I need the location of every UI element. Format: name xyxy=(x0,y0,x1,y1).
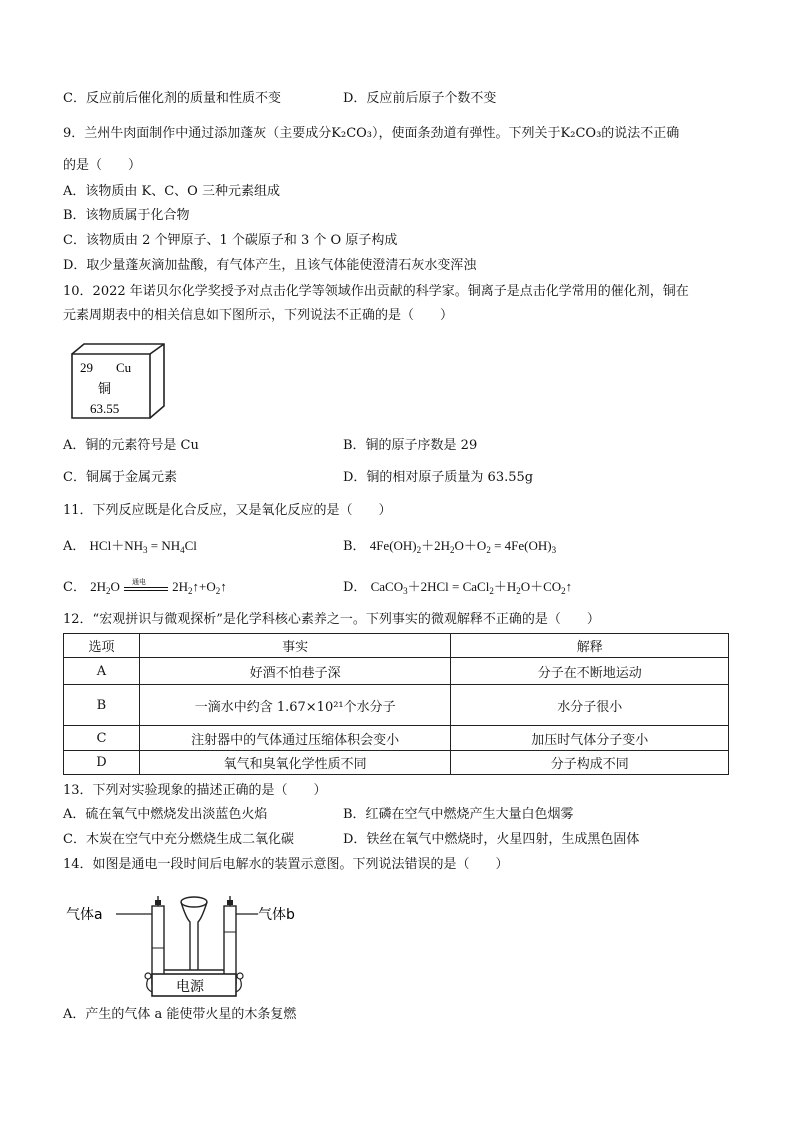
q10-option-d: D．铜的相对原子质量为 63.55g xyxy=(343,470,534,485)
q14-stem: 14．如图是通电一段时间后电解水的装置示意图。下列说法错误的是（ ） xyxy=(63,857,509,872)
electrolysis-condition xyxy=(124,577,168,595)
element-name: 铜 xyxy=(98,382,112,397)
condition-label: 通电 xyxy=(132,577,147,586)
row-a-option: A xyxy=(64,658,140,685)
q9-formula: K₂CO₃ xyxy=(331,126,373,141)
table-row xyxy=(64,751,729,775)
power-label: 电源 xyxy=(176,979,204,995)
electrolysis-drawing xyxy=(64,888,334,998)
q10-stem-line2: 元素周期表中的相关信息如下图所示，下列说法不正确的是（ ） xyxy=(63,308,454,323)
q9-stem xyxy=(63,125,679,143)
table-row xyxy=(64,658,729,685)
q9-stem-part3: 的说法不正确 xyxy=(601,126,680,141)
q10-stem-line1: 10．2022 年诺贝尔化学奖授予对点击化学等领域作出贡献的科学家。铜离子是点击化学常用的催化剂，铜在 xyxy=(63,284,689,299)
element-number: 29 xyxy=(80,360,93,375)
table-row xyxy=(64,685,729,726)
q13-option-c: C．木炭在空气中充分燃烧生成二氧化碳 xyxy=(63,832,294,847)
header-fact: 事实 xyxy=(139,634,451,658)
q11-option-c-label: C． xyxy=(63,580,86,595)
q9-stem-part1: 9．兰州牛肉面制作中通过添加蓬灰（主要成分 xyxy=(63,126,332,141)
row-b-fact: 一滴水中约含 1.67×10²¹个水分子 xyxy=(139,685,451,726)
q8-option-c: C．反应前后催化剂的质量和性质不变 xyxy=(63,91,281,106)
q13-stem: 13．下列对实验现象的描述正确的是（ ） xyxy=(63,783,327,798)
q9-stem-line2: 的是（ ） xyxy=(63,158,142,173)
q9-stem-part2: ），使面条劲道有弹性。下列关于 xyxy=(372,126,561,141)
q9-option-c: C．该物质由 2 个钾原子、1 个碳原子和 3 个 O 原子构成 xyxy=(63,233,398,248)
q14-option-a: A．产生的气体 a 能使带火星的木条复燃 xyxy=(63,1007,297,1022)
table-header-row xyxy=(64,634,729,658)
gas-b-label: 气体b xyxy=(258,907,295,923)
row-b-option: B xyxy=(64,685,140,726)
q11-stem: 11．下列反应既是化合反应，又是氧化反应的是（ ） xyxy=(63,503,392,518)
element-cell-drawing xyxy=(70,342,168,420)
q11-option-d-label: D． xyxy=(343,580,367,595)
q11-option-b: B． $4Fe(OH)_2+2H_2O+O_2 = 4Fe(OH)_3$ xyxy=(343,538,557,555)
q11-option-d: D． CaCO$_3$＋2HCl = $CaCl_2+H_2O+CO_2↑$ xyxy=(343,579,573,596)
q10-option-a: A．铜的元素符号是 Cu xyxy=(63,438,199,453)
q12-table xyxy=(63,633,729,775)
row-a-fact: 好酒不怕巷子深 xyxy=(139,658,451,685)
q13-option-b: B．红磷在空气中燃烧产生大量白色烟雾 xyxy=(343,807,574,822)
row-d-explanation: 分子构成不同 xyxy=(451,751,729,775)
q9-formula2: K₂CO₃ xyxy=(560,126,602,141)
header-explanation: 解释 xyxy=(451,634,729,658)
element-cell-figure xyxy=(70,342,168,420)
q11-option-c: C． $2H_2O$ 通电 $2H_2↑+O_2↑$ xyxy=(63,578,227,600)
header-option: 选项 xyxy=(64,634,140,658)
row-c-option: C xyxy=(64,726,140,751)
row-d-fact: 氧气和臭氧化学性质不同 xyxy=(139,751,451,775)
element-symbol: Cu xyxy=(116,360,132,375)
q12-stem: 12．“宏观拼识与微观探析”是化学科核心素养之一。下列事实的微观解释不正确的是（ ） xyxy=(63,612,600,627)
row-a-explanation: 分子在不断地运动 xyxy=(451,658,729,685)
element-mass: 63.55 xyxy=(90,401,120,416)
q11-option-a-label: A． xyxy=(63,539,86,554)
row-c-explanation: 加压时气体分子变小 xyxy=(451,726,729,751)
row-b-explanation: 水分子很小 xyxy=(451,685,729,726)
q11-option-b-label: B． xyxy=(343,539,366,554)
row-d-option: D xyxy=(64,751,140,775)
q10-option-b: B．铜的原子序数是 29 xyxy=(343,438,478,453)
q13-option-d: D．铁丝在氧气中燃烧时，火星四射，生成黑色固体 xyxy=(343,832,640,847)
q11-option-a: A． $HCl+NH_3 = NH_4Cl$ xyxy=(63,538,197,555)
q9-option-b: B．该物质属于化合物 xyxy=(63,208,190,223)
table-row xyxy=(64,726,729,751)
electrolysis-apparatus-figure xyxy=(64,888,334,998)
q9-option-a: A．该物质由 K、C、O 三种元素组成 xyxy=(63,184,280,199)
row-c-fact: 注射器中的气体通过压缩体积会变小 xyxy=(139,726,451,751)
gas-a-label: 气体a xyxy=(66,907,103,923)
q8-option-d: D．反应前后原子个数不变 xyxy=(343,91,497,106)
q13-option-a: A．硫在氧气中燃烧发出淡蓝色火焰 xyxy=(63,807,268,822)
q10-option-c: C．铜属于金属元素 xyxy=(63,470,177,485)
q9-option-d: D．取少量蓬灰滴加盐酸，有气体产生，且该气体能使澄清石灰水变浑浊 xyxy=(63,258,477,273)
